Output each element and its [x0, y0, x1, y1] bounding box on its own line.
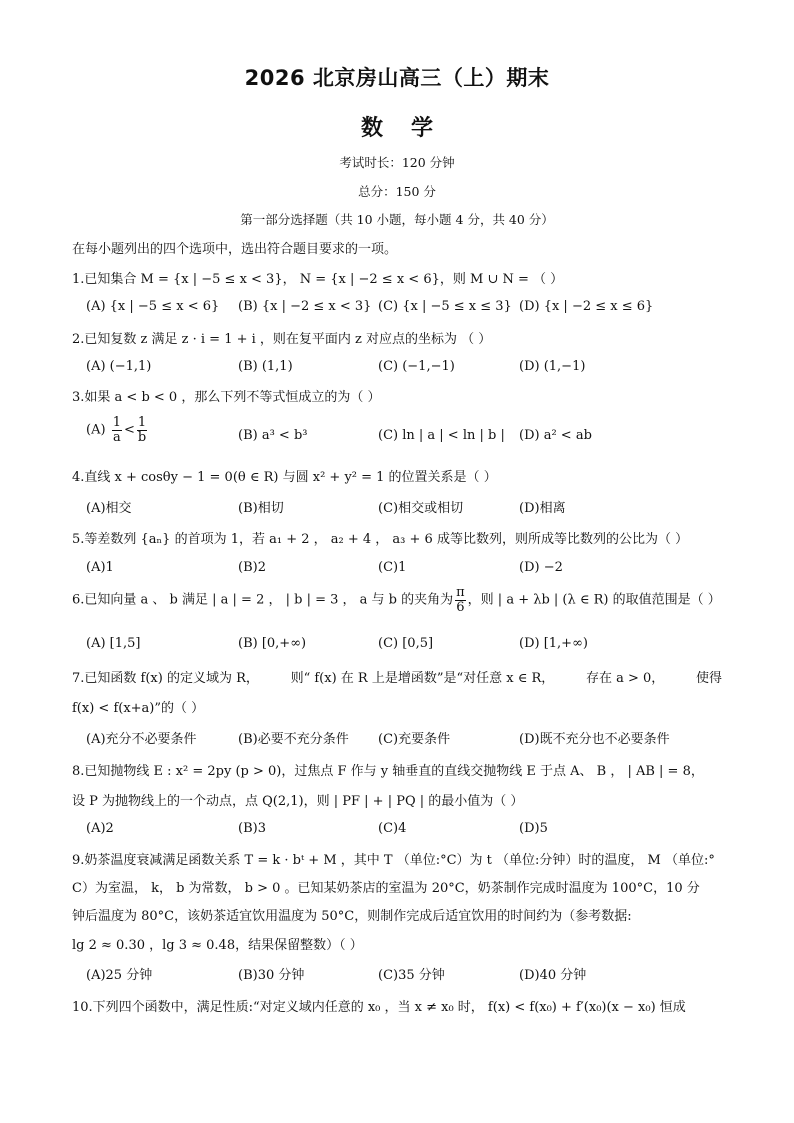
question-1-stem: 1.已知集合 M = {x | −5 ≤ x < 3}， N = {x | −2 ≤ x < 6}，则 M ∪ N = （ ） [72, 272, 564, 287]
option-c: (C)35 分钟 [378, 968, 445, 983]
option-c: (C) ln | a | < ln | b | [378, 428, 505, 443]
option-a: (A) $\frac{1}{a}$ < $\frac{1}{b}$ [86, 415, 147, 445]
exam-score: 总分：150 分 [358, 184, 436, 199]
question-10-stem-line-1: 10.下列四个函数中，满足性质:“对定义域内任意的 x₀ ，当 x ≠ x₀ 时， f(x) < f(x₀) + f′(x₀)(x − x₀) 恒成 [72, 1000, 686, 1015]
question-9-options [86, 964, 736, 986]
option-b: (B) a³ < b³ [238, 428, 308, 443]
option-d: (D)5 [519, 821, 548, 836]
option-d: (D)既不充分也不必要条件 [519, 732, 670, 747]
question-4-stem: 4.直线 x + cosθy − 1 = 0(θ ∈ R) 与圆 x² + y² = 1 的位置关系是（ ） [72, 470, 497, 485]
section-instruction: 在每小题列出的四个选项中，选出符合题目要求的一项。 [72, 242, 398, 257]
option-a: (A)1 [86, 560, 114, 575]
option-c: (C)1 [378, 560, 407, 575]
exam-title: 2026 北京房山高三（上）期末 [244, 66, 550, 90]
question-8-options [86, 821, 736, 843]
option-a: (A)2 [86, 821, 114, 836]
question-4-options [86, 497, 736, 519]
option-b: (B)相切 [238, 501, 284, 516]
option-b: (B) (1,1) [238, 359, 293, 374]
option-a: (A) (−1,1) [86, 359, 152, 374]
fraction: $\frac{1}{a}$ [112, 415, 121, 445]
question-9-stem-line-3: 钟后温度为 80°C，该奶茶适宜饮用温度为 50°C，则制作完成后适宜饮用的时间约为（参考数据: [72, 909, 632, 924]
option-b: (B) {x | −2 ≤ x < 3} [238, 299, 372, 314]
option-d: (D) a² < ab [519, 428, 592, 443]
option-d: (D)相离 [519, 501, 566, 516]
option-d: (D) (1,−1) [519, 359, 586, 374]
question-7-stem-line-2: f(x) < f(x+a)”的（ ） [72, 701, 205, 716]
subject-title: 数学 [360, 116, 461, 141]
option-d: (D) {x | −2 ≤ x ≤ 6} [519, 299, 654, 314]
section-heading: 第一部分选择题（共 10 小题，每小题 4 分，共 40 分） [240, 212, 554, 227]
option-a: (A) {x | −5 ≤ x < 6} [86, 299, 220, 314]
option-b: (B)必要不充分条件 [238, 732, 349, 747]
question-1-options [86, 299, 736, 321]
option-c: (C) {x | −5 ≤ x ≤ 3} [378, 299, 512, 314]
question-6-stem: 6.已知向量 a 、 b 满足 | a | = 2 ， | b | = 3 ， a 与 b 的夹角为 $\frac{\pi}{6}$ ，则 | a + λb | (λ ∈ R) 的取值范围是（ ） [72, 585, 721, 615]
option-c: (C)相交或相切 [378, 501, 464, 516]
question-5-stem: 5.等差数列 {aₙ} 的首项为 1，若 a₁ + 2 ， a₂ + 4 ， a₃ + 6 成等比数列，则所成等比数列的公比为（ ） [72, 532, 689, 547]
question-2-stem: 2.已知复数 z 满足 z · i = 1 + i ，则在复平面内 z 对应点的坐标为 （ ） [72, 332, 492, 347]
option-b: (B) [0,+∞) [238, 636, 307, 651]
option-d: (D) [1,+∞) [519, 636, 588, 651]
question-9-stem-line-1: 9.奶茶温度衰减满足函数关系 T = k · bᵗ + M ，其中 T （单位:°C）为 t （单位:分钟）时的温度， M （单位:° [72, 853, 715, 868]
option-a: (A)充分不必要条件 [86, 732, 197, 747]
option-a: (A) [1,5] [86, 636, 141, 651]
question-3-options [86, 416, 736, 456]
option-c: (C) (−1,−1) [378, 359, 455, 374]
question-8-stem-line-1: 8.已知抛物线 E : x² = 2py (p > 0)，过焦点 F 作与 y 轴垂直的直线交抛物线 E 于点 A、 B ， | AB | = 8， [72, 764, 704, 779]
exam-duration: 考试时长：120 分钟 [339, 155, 455, 170]
question-7-stem-line-1: 7.已知函数 f(x) 的定义域为 R， 则“ f(x) 在 R 上是增函数”是“对任意 x ∈ R， 存在 a > 0， 使得 [72, 671, 722, 686]
question-9-stem-line-2: C）为室温， k， b 为常数， b > 0 。已知某奶茶店的室温为 20°C，奶茶制作完成时温度为 100°C，10 分 [72, 881, 700, 896]
option-a: (A)25 分钟 [86, 968, 153, 983]
question-3-stem: 3.如果 a < b < 0 ，那么下列不等式恒成立的为（ ） [72, 390, 381, 405]
option-c: (C) [0,5] [378, 636, 434, 651]
question-9-stem-line-4: lg 2 ≈ 0.30 ，lg 3 ≈ 0.48，结果保留整数）（ ） [72, 938, 363, 953]
option-c: (C)充要条件 [378, 732, 451, 747]
question-7-options [86, 728, 736, 750]
option-c: (C)4 [378, 821, 407, 836]
question-5-options [86, 560, 736, 582]
question-8-stem-line-2: 设 P 为抛物线上的一个动点，点 Q(2,1)，则 | PF | + | PQ | 的最小值为（ ） [72, 794, 524, 809]
option-d: (D)40 分钟 [519, 968, 587, 983]
question-6-options [86, 636, 736, 658]
fraction: $\frac{\pi}{6}$ [456, 585, 465, 615]
option-b: (B)3 [238, 821, 266, 836]
option-a: (A)相交 [86, 501, 132, 516]
question-2-options [86, 359, 736, 381]
option-d: (D) −2 [519, 560, 563, 575]
option-b: (B)30 分钟 [238, 968, 305, 983]
option-b: (B)2 [238, 560, 266, 575]
fraction: $\frac{1}{b}$ [137, 415, 147, 445]
